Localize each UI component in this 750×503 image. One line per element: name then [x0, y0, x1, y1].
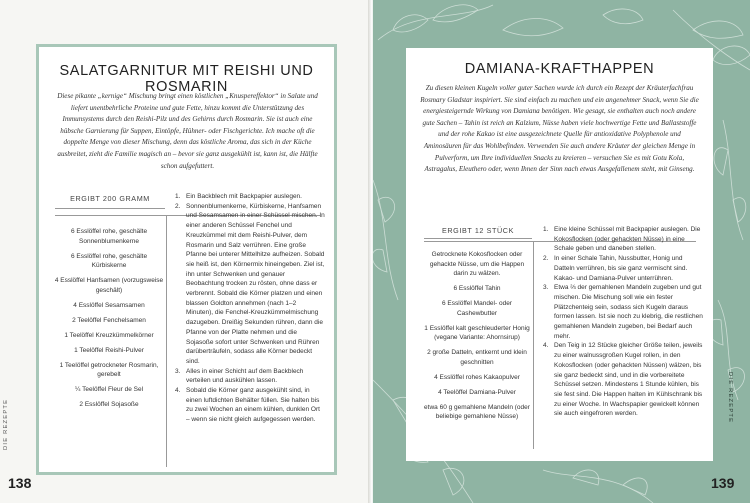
ingredient-item: ¼ Teelöffel Fleur de Sel — [74, 386, 144, 393]
step-number: 2. — [175, 202, 181, 210]
yield-label: ERGIBT 200 GRAMM — [70, 194, 150, 203]
step-text: Sobald die Körner ganz ausgekühlt sind, in einen luftdichten Behälter füllen. Sie halten bis zu zwei Wochen an einem kühlen, dunklen Ort – wenn sie nicht gleich aufgegessen werden. — [186, 387, 320, 424]
step-number: 1. — [175, 193, 181, 200]
ingredient-item: 4 Teelöffel Damiana-Pulver — [438, 388, 516, 396]
page-number: 139 — [711, 475, 735, 491]
instruction-step — [175, 192, 325, 202]
step-number: 4. — [543, 342, 549, 350]
ingredient-item: 2 Teelöffel Fenchelsamen — [72, 316, 146, 324]
ingredient-item: 4 Esslöffel Sesamsamen — [73, 301, 145, 309]
ingredient-item: 4 Esslöffel Hanfsamen (vorzugsweise geschält) — [54, 277, 164, 294]
column-divider — [533, 241, 534, 449]
recipe-title: DAMIANA-KRAFTHAPPEN — [464, 61, 655, 77]
ingredient-item: 6 Esslöffel Tahin — [453, 285, 501, 292]
instruction-step — [543, 341, 703, 419]
recipe-title: SALATGARNITUR MIT REISHI UND ROSMARIN — [59, 63, 314, 95]
instruction-step — [543, 283, 703, 341]
yield-label: ERGIBT 12 STÜCK — [442, 226, 514, 235]
ingredient-item: 6 Esslöffel Mandel- oder Cashewbutter — [442, 300, 512, 317]
recipe-intro: Diese pikante „kernige“ Mischung bringt einen köstlichen „Knuspereffektor“ in Salate und liefert unentbehrliche Proteine und gute Fette, hinzu kommt die Unterstützung des Immunsystems durch den Reishi-Pilz und des Gehirns durch Rosmarin. Sie ist auch eine hübsche Garnierung für Suppen, Eintöpfe, Hühner- oder Fischgerichte. Ich mache oft die doppelte Menge von dieser Mischung, denn das köstliche Aroma, das sich in der Küche ausbreitet, zieht die Familie magisch an – bevor sie ganz ausgekühlt ist, kann ist, die Hälfte schon aufgefuttert. — [57, 92, 318, 170]
ingredient-item: 1 Teelöffel getrockneter Rosmarin, gerebelt — [59, 361, 159, 378]
ingredient-item: 1 Teelöffel Kreuzkümmelkörner — [64, 331, 154, 339]
step-number: 1. — [543, 226, 549, 233]
ingredient-item: 1 Esslöffel kalt geschleuderter Honig (vegane Variante: Ahornsirup) — [424, 324, 530, 341]
instruction-step — [175, 202, 325, 367]
running-head: DIE REZEPTE — [727, 372, 733, 424]
ingredient-item: 2 Esslöffel Sojasoße — [79, 401, 139, 408]
ingredient-item: 4 Esslöffel rohes Kakaopulver — [434, 373, 520, 381]
ingredient-item: Getrocknete Kokosflocken oder gehackte Nüsse, um die Happen darin zu wälzen. — [429, 251, 525, 277]
ingredient-item: etwa 60 g gemahlene Mandeln (oder beliebige gemahlene Nüsse) — [424, 403, 530, 420]
ingredient-item: 2 große Datteln, entkernt und klein geschnitten — [427, 349, 527, 366]
step-text: Eine kleine Schüssel mit Backpapier auslegen. Die Kokosflocken (oder gehackten Nüsse) in eine Schale geben und daneben stellen. — [554, 226, 701, 253]
instruction-list — [175, 192, 325, 425]
recipe-card-damiana — [406, 48, 713, 461]
ingredient-list — [422, 250, 532, 427]
running-head: DIE REZEPTE — [3, 398, 9, 450]
yield-rule — [424, 238, 532, 239]
step-number: 3. — [175, 367, 181, 375]
step-text: Den Teig in 12 Stücke gleicher Größe teilen, jeweils zu einer walnussgroßen Kugel rollen, in den Kokosflocken (oder gehackten Nüssen) wälzen, bis sie ganz bedeckt sind, und in die vorbereitete Schüssel setzen. Mindestens 1 Stunde kühlen, bis sie fest sind. Die Happen halten im Kühlschrank bis zu einer Woche. In Wachspapier gewickelt können sie auch eingefroren werden. — [554, 342, 703, 418]
step-number: 4. — [175, 387, 181, 395]
left-page — [0, 0, 370, 503]
step-number: 3. — [543, 284, 549, 292]
yield-rule — [55, 208, 165, 209]
instruction-step — [543, 254, 703, 283]
step-text: Alles in einer Schicht auf dem Backblech verteilen und auskühlen lassen. — [186, 367, 304, 385]
recipe-card-salatgarnitur — [36, 44, 337, 475]
instruction-list — [543, 225, 703, 419]
column-divider — [166, 215, 167, 467]
step-text: In einer Schale Tahin, Nussbutter, Honig und Datteln verrühren, bis sie ganz vermischt sind. Kakao- und Damiana-Pulver unterrühren. — [554, 255, 688, 282]
step-number: 2. — [543, 255, 549, 263]
ingredient-item: 6 Esslöffel rohe, geschälte Sonnenblumenkerne — [70, 228, 148, 245]
ingredient-item: 6 Esslöffel rohe, geschälte Kürbiskerne — [70, 252, 148, 269]
instruction-step — [175, 367, 325, 386]
page-number: 138 — [8, 475, 32, 491]
step-text: Ein Backblech mit Backpapier auslegen. — [186, 193, 302, 200]
recipe-intro: Zu diesen kleinen Kugeln voller guter Sachen wurde ich durch ein Rezept der Kräuterfachfrau Rosmary Gladstar inspiriert. Sie sind einfach zu machen und ein angenehmer Snack, wenn Sie die energiesteigernde Wirkung von Damiana benötigen. Wie gesagt, sie enthalten auch noch andere gute Sachen – Tahin ist reich an Kalzium, Nüsse haben viele hochwertige Fette und Ballaststoffe und der rohe Kakao ist eine ausgezeichnete Quelle für antioxidative Polyphenole und Aminosäuren für das Wohlbefinden. Verwenden Sie auch andere Kräuter der gleichen Menge in Pulverform, um Ihre individuellen Snacks zu kreieren – versuchen Sie es mit Gotu Kola, Astragalus, Eleuthero oder, wenn Ihnen der Sinn nach etwas Ausgefallenem steht, mit Ginseng. — [420, 84, 699, 174]
instruction-step — [543, 225, 703, 254]
step-text: Sonnenblumenkerne, Kürbiskerne, Hanfsamen und Sesamsamen in einer Schüssel mischen. In einer anderen Schüssel Fenchel und Kreuzkümmel mit dem Reishi-Pulver, dem Rosmarin und Salz verrühren. Eine große Pfanne bei unterer Mittelhitze aufheizen. Sobald sie heiß ist, den Körnermix hineingeben. Ziel ist, ihn unter Schwenken und genauer Beobachtung trocken zu rösten, ohne dass er verbrennt. Sobald die Körner platzen und einen blassen Goldton annehmen (nach 1–2 Minuten), die Fenchel-Kreuzkümmelmischung dazugeben. Dreißig Sekunden rühren, dann die Pfanne von der Platte nehmen und die Sojasoße sofort unter Schwenken und Rühren darüberträufeln, sodass alle Körner bedeckt sind. — [186, 202, 325, 365]
step-text: Etwa ⅔ der gemahlenen Mandeln zugeben und gut mischen. Die Mischung soll wie ein fester Plätzchenteig sein, sodass sich Kugeln daraus formen lassen. Ist sie noch zu klebrig, die restlichen gemahlenen Mandeln zugeben, bei Bedarf auch mehr. — [554, 284, 703, 340]
right-page — [373, 0, 750, 503]
instruction-step — [175, 386, 325, 425]
ingredient-list — [53, 227, 165, 415]
ingredient-item: 1 Teelöffel Reishi-Pulver — [74, 346, 144, 354]
